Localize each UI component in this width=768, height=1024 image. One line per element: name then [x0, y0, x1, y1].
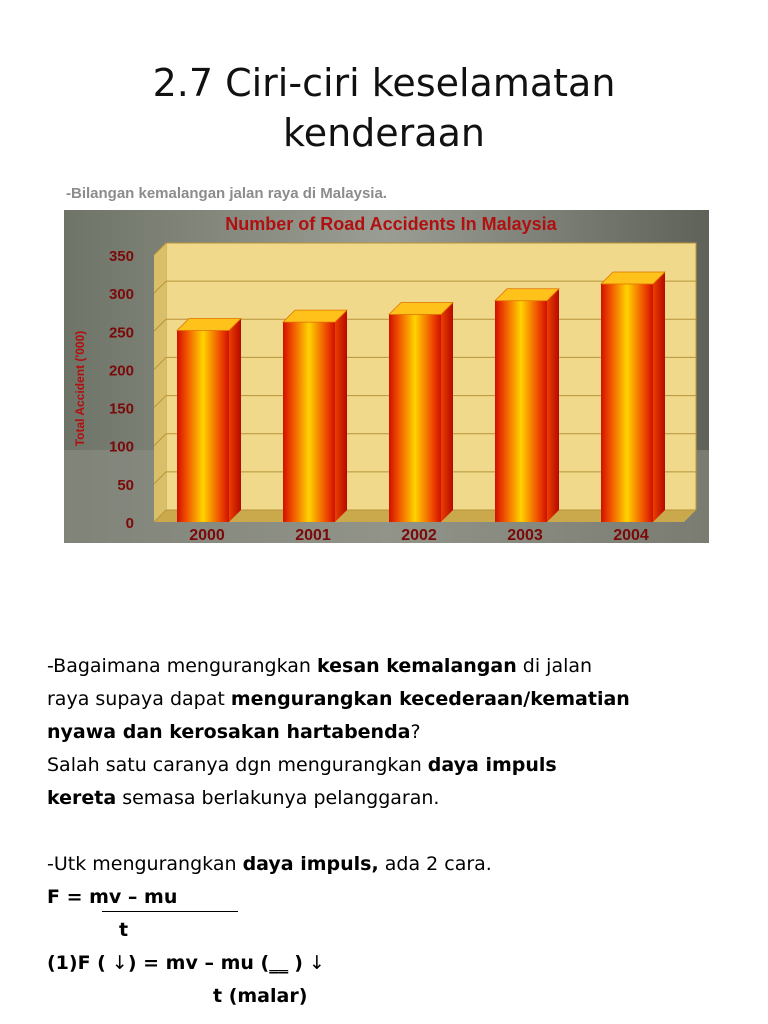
- down-arrow-icon: ↓: [309, 952, 325, 974]
- y-tick-label: 300: [108, 286, 134, 304]
- text-run: ada 2 cara.: [378, 853, 492, 875]
- title-line-2: kenderaan: [283, 111, 485, 155]
- text-run: ?: [410, 721, 421, 743]
- chart-caption: -Bilangan kemalangan jalan raya di Malaysia.: [66, 185, 387, 202]
- bar-side: [547, 289, 559, 522]
- bar: [601, 284, 653, 522]
- body-line-4: [47, 749, 737, 782]
- y-tick-label: 50: [117, 476, 134, 494]
- body-line-3: [47, 716, 737, 749]
- bar-side: [441, 303, 453, 522]
- bold-run: nyawa dan kerosakan hartabenda: [47, 721, 411, 743]
- y-tick-label: 0: [125, 515, 134, 532]
- y-tick-label: 200: [108, 362, 134, 380]
- equation-denominator: t: [119, 919, 129, 941]
- y-axis-label: Total Accident ('000): [73, 330, 87, 447]
- body-line-2: [47, 683, 737, 716]
- equation-2: [47, 947, 737, 980]
- equation-2-denominator: [47, 980, 737, 1013]
- y-tick-label: 250: [108, 324, 134, 342]
- y-tick-label: 100: [108, 438, 134, 456]
- bold-run: daya impuls: [427, 754, 557, 776]
- body-line-6: [47, 848, 737, 881]
- y-tick-label: 150: [108, 400, 134, 418]
- text-run: di jalan: [516, 655, 593, 677]
- equation-numerator: F = mv – mu: [47, 886, 178, 908]
- text-run: Salah satu caranya dgn mengurangkan: [47, 754, 428, 776]
- text-run: -Utk mengurangkan: [47, 853, 243, 875]
- bar-side: [335, 310, 347, 522]
- x-tick-label: 2002: [401, 527, 437, 543]
- bar-side: [229, 319, 241, 522]
- y-tick-label: 350: [108, 248, 134, 265]
- chart-title: Number of Road Accidents In Malaysia: [225, 214, 557, 234]
- text-run: raya supaya dapat: [47, 688, 231, 710]
- bold-run: mengurangkan kecederaan/kematian: [230, 688, 630, 710]
- spacer: [47, 815, 737, 848]
- text-run: semasa berlakunya pelanggaran.: [116, 787, 440, 809]
- equation-close: ): [294, 952, 303, 974]
- bar: [495, 301, 547, 522]
- x-tick-label: 2001: [295, 527, 331, 543]
- x-tick-label: 2003: [507, 527, 543, 543]
- slide-body: [47, 650, 737, 1013]
- title-line-1: 2.7 Ciri-ciri keselamatan: [152, 61, 616, 105]
- road-accidents-chart: [64, 210, 709, 543]
- bar: [177, 331, 229, 522]
- equation-denominator: t (malar): [213, 985, 308, 1007]
- x-tick-label: 2000: [189, 527, 225, 543]
- body-line-5: [47, 782, 737, 815]
- equation-1: [47, 881, 737, 914]
- equation-blank: __: [269, 952, 289, 974]
- slide-title: [0, 58, 768, 158]
- bold-run: daya impuls,: [242, 853, 379, 875]
- chart-svg: [64, 210, 709, 543]
- bold-run: kesan kemalangan: [317, 655, 517, 677]
- bar-side: [653, 272, 665, 522]
- equation-1-denominator: [47, 914, 737, 947]
- chart-side-wall: [154, 243, 166, 522]
- body-line-1: [47, 650, 737, 683]
- bar: [389, 315, 441, 522]
- bar: [283, 322, 335, 522]
- equation-rhs: ) = mv – mu (: [127, 952, 270, 974]
- x-tick-label: 2004: [613, 527, 649, 543]
- fraction-bar: [102, 911, 238, 912]
- equation-lhs: (1)F (: [47, 952, 106, 974]
- text-run: -Bagaimana mengurangkan: [47, 655, 318, 677]
- bold-run: kereta: [47, 787, 117, 809]
- down-arrow-icon: ↓: [111, 952, 128, 974]
